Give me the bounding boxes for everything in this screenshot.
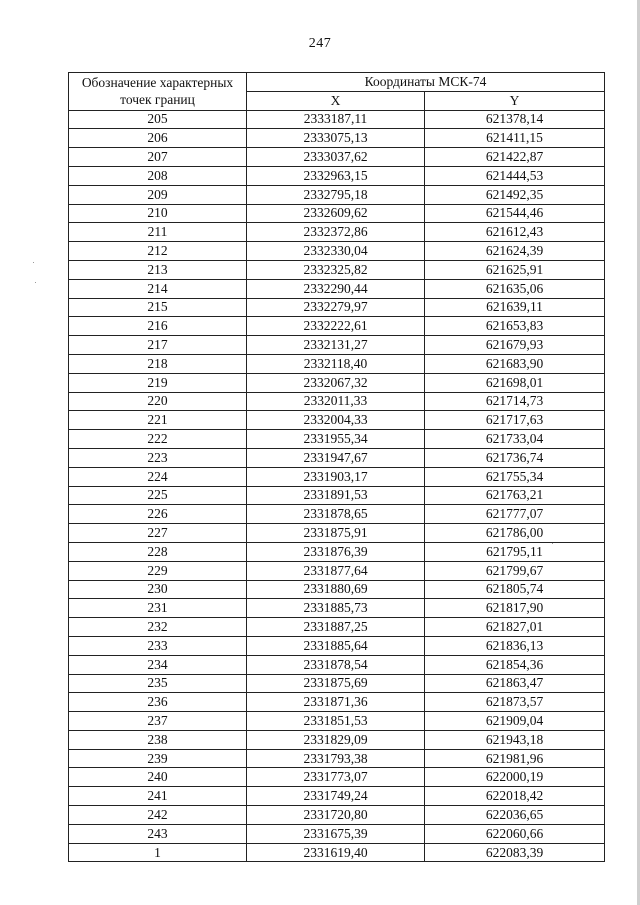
table-row: [69, 166, 605, 185]
cell-x: 2331878,54: [247, 655, 425, 674]
table-row: [69, 204, 605, 223]
cell-x: 2332004,33: [247, 411, 425, 430]
table-row: [69, 430, 605, 449]
cell-point: 222: [69, 430, 247, 449]
cell-y: 621799,67: [425, 561, 605, 580]
cell-x: 2332118,40: [247, 354, 425, 373]
cell-x: 2331619,40: [247, 843, 425, 862]
cell-x: 2332290,44: [247, 279, 425, 298]
cell-y: 622060,66: [425, 824, 605, 843]
table-row: [69, 223, 605, 242]
table-row: [69, 599, 605, 618]
cell-point: 216: [69, 317, 247, 336]
table-row: [69, 824, 605, 843]
cell-point: 242: [69, 806, 247, 825]
cell-point: 217: [69, 336, 247, 355]
table-row: [69, 618, 605, 637]
cell-point: 208: [69, 166, 247, 185]
cell-point: 1: [69, 843, 247, 862]
cell-x: 2331885,64: [247, 636, 425, 655]
cell-y: 621422,87: [425, 148, 605, 167]
cell-x: 2332325,82: [247, 260, 425, 279]
table-row: [69, 580, 605, 599]
cell-point: 209: [69, 185, 247, 204]
cell-y: 622018,42: [425, 787, 605, 806]
cell-x: 2331720,80: [247, 806, 425, 825]
table-row: [69, 279, 605, 298]
cell-y: 622083,39: [425, 843, 605, 862]
table-row: [69, 542, 605, 561]
table-row: [69, 749, 605, 768]
cell-y: 621378,14: [425, 110, 605, 129]
header-coordinates: Координаты МСК-74: [247, 73, 605, 92]
cell-x: 2331877,64: [247, 561, 425, 580]
cell-x: 2331876,39: [247, 542, 425, 561]
table-row: [69, 806, 605, 825]
table-row: [69, 787, 605, 806]
cell-x: 2331903,17: [247, 467, 425, 486]
cell-point: 229: [69, 561, 247, 580]
cell-y: 621863,47: [425, 674, 605, 693]
cell-point: 233: [69, 636, 247, 655]
scan-dot: [33, 262, 34, 263]
header-point-designation: Обозначение характерных точек границ: [69, 73, 247, 111]
cell-point: 224: [69, 467, 247, 486]
table-row: [69, 373, 605, 392]
cell-y: 621683,90: [425, 354, 605, 373]
cell-x: 2331875,69: [247, 674, 425, 693]
cell-point: 206: [69, 129, 247, 148]
cell-x: 2331955,34: [247, 430, 425, 449]
cell-x: 2332609,62: [247, 204, 425, 223]
table-row: [69, 185, 605, 204]
table-row: [69, 693, 605, 712]
table-row: [69, 411, 605, 430]
cell-y: 621492,35: [425, 185, 605, 204]
cell-y: 621817,90: [425, 599, 605, 618]
cell-y: 621653,83: [425, 317, 605, 336]
table-row: [69, 655, 605, 674]
cell-y: 621795,11: [425, 542, 605, 561]
table-row: [69, 336, 605, 355]
cell-x: 2332372,86: [247, 223, 425, 242]
header-y: Y: [425, 91, 605, 110]
cell-point: 238: [69, 730, 247, 749]
cell-y: 621635,06: [425, 279, 605, 298]
scan-dot: [35, 282, 36, 283]
cell-y: 621755,34: [425, 467, 605, 486]
cell-y: 622000,19: [425, 768, 605, 787]
table-header: [69, 73, 605, 111]
cell-point: 239: [69, 749, 247, 768]
cell-y: 621411,15: [425, 129, 605, 148]
cell-point: 221: [69, 411, 247, 430]
cell-point: 243: [69, 824, 247, 843]
cell-point: 226: [69, 505, 247, 524]
table-row: [69, 260, 605, 279]
cell-point: 240: [69, 768, 247, 787]
table-row: [69, 242, 605, 261]
table-row: [69, 467, 605, 486]
table-row: [69, 524, 605, 543]
cell-y: 621714,73: [425, 392, 605, 411]
cell-y: 622036,65: [425, 806, 605, 825]
cell-point: 227: [69, 524, 247, 543]
cell-x: 2331878,65: [247, 505, 425, 524]
cell-x: 2331891,53: [247, 486, 425, 505]
table-row: [69, 730, 605, 749]
cell-x: 2332131,27: [247, 336, 425, 355]
cell-x: 2332279,97: [247, 298, 425, 317]
table-row: [69, 354, 605, 373]
table-row: [69, 110, 605, 129]
table-row: [69, 298, 605, 317]
header-x: X: [247, 91, 425, 110]
table-row: [69, 148, 605, 167]
table-row: [69, 392, 605, 411]
cell-point: 232: [69, 618, 247, 637]
cell-x: 2332330,04: [247, 242, 425, 261]
cell-point: 210: [69, 204, 247, 223]
cell-point: 235: [69, 674, 247, 693]
cell-point: 234: [69, 655, 247, 674]
cell-y: 621733,04: [425, 430, 605, 449]
cell-x: 2333075,13: [247, 129, 425, 148]
table-row: [69, 561, 605, 580]
cell-x: 2331793,38: [247, 749, 425, 768]
cell-point: 237: [69, 712, 247, 731]
cell-y: 621854,36: [425, 655, 605, 674]
cell-y: 621625,91: [425, 260, 605, 279]
cell-point: 228: [69, 542, 247, 561]
cell-x: 2331871,36: [247, 693, 425, 712]
table-row: [69, 129, 605, 148]
table-row: [69, 505, 605, 524]
cell-point: 218: [69, 354, 247, 373]
table-row: [69, 674, 605, 693]
cell-y: 621639,11: [425, 298, 605, 317]
cell-y: 621805,74: [425, 580, 605, 599]
cell-x: 2332963,15: [247, 166, 425, 185]
cell-y: 621827,01: [425, 618, 605, 637]
cell-y: 621698,01: [425, 373, 605, 392]
cell-x: 2332067,32: [247, 373, 425, 392]
cell-y: 621909,04: [425, 712, 605, 731]
cell-x: 2331947,67: [247, 448, 425, 467]
cell-x: 2333037,62: [247, 148, 425, 167]
coordinates-table: [68, 72, 605, 862]
cell-y: 621981,96: [425, 749, 605, 768]
cell-x: 2331851,53: [247, 712, 425, 731]
table-body: [69, 110, 605, 862]
table-row: [69, 317, 605, 336]
cell-y: 621717,63: [425, 411, 605, 430]
table-row: [69, 768, 605, 787]
cell-y: 621544,46: [425, 204, 605, 223]
table-row: [69, 712, 605, 731]
cell-y: 621679,93: [425, 336, 605, 355]
cell-x: 2331829,09: [247, 730, 425, 749]
cell-x: 2331880,69: [247, 580, 425, 599]
cell-point: 214: [69, 279, 247, 298]
cell-y: 621873,57: [425, 693, 605, 712]
table-row: [69, 486, 605, 505]
cell-point: 236: [69, 693, 247, 712]
cell-point: 241: [69, 787, 247, 806]
cell-point: 205: [69, 110, 247, 129]
cell-point: 225: [69, 486, 247, 505]
cell-x: 2331875,91: [247, 524, 425, 543]
cell-x: 2331675,39: [247, 824, 425, 843]
cell-point: 213: [69, 260, 247, 279]
cell-y: 621736,74: [425, 448, 605, 467]
cell-y: 621444,53: [425, 166, 605, 185]
cell-point: 230: [69, 580, 247, 599]
cell-y: 621612,43: [425, 223, 605, 242]
page-number: 247: [308, 36, 332, 51]
cell-x: 2331887,25: [247, 618, 425, 637]
cell-y: 621943,18: [425, 730, 605, 749]
cell-x: 2332011,33: [247, 392, 425, 411]
cell-point: 231: [69, 599, 247, 618]
cell-y: 621786,00: [425, 524, 605, 543]
cell-point: 211: [69, 223, 247, 242]
cell-point: 212: [69, 242, 247, 261]
table-row: [69, 636, 605, 655]
cell-x: 2332795,18: [247, 185, 425, 204]
cell-x: 2333187,11: [247, 110, 425, 129]
cell-y: 621836,13: [425, 636, 605, 655]
cell-point: 215: [69, 298, 247, 317]
scan-dot: [552, 543, 553, 544]
cell-y: 621777,07: [425, 505, 605, 524]
cell-y: 621763,21: [425, 486, 605, 505]
table-row: [69, 843, 605, 862]
cell-point: 219: [69, 373, 247, 392]
cell-point: 220: [69, 392, 247, 411]
cell-x: 2331749,24: [247, 787, 425, 806]
cell-x: 2331773,07: [247, 768, 425, 787]
cell-point: 223: [69, 448, 247, 467]
cell-point: 207: [69, 148, 247, 167]
cell-x: 2332222,61: [247, 317, 425, 336]
table-row: [69, 448, 605, 467]
cell-y: 621624,39: [425, 242, 605, 261]
cell-x: 2331885,73: [247, 599, 425, 618]
